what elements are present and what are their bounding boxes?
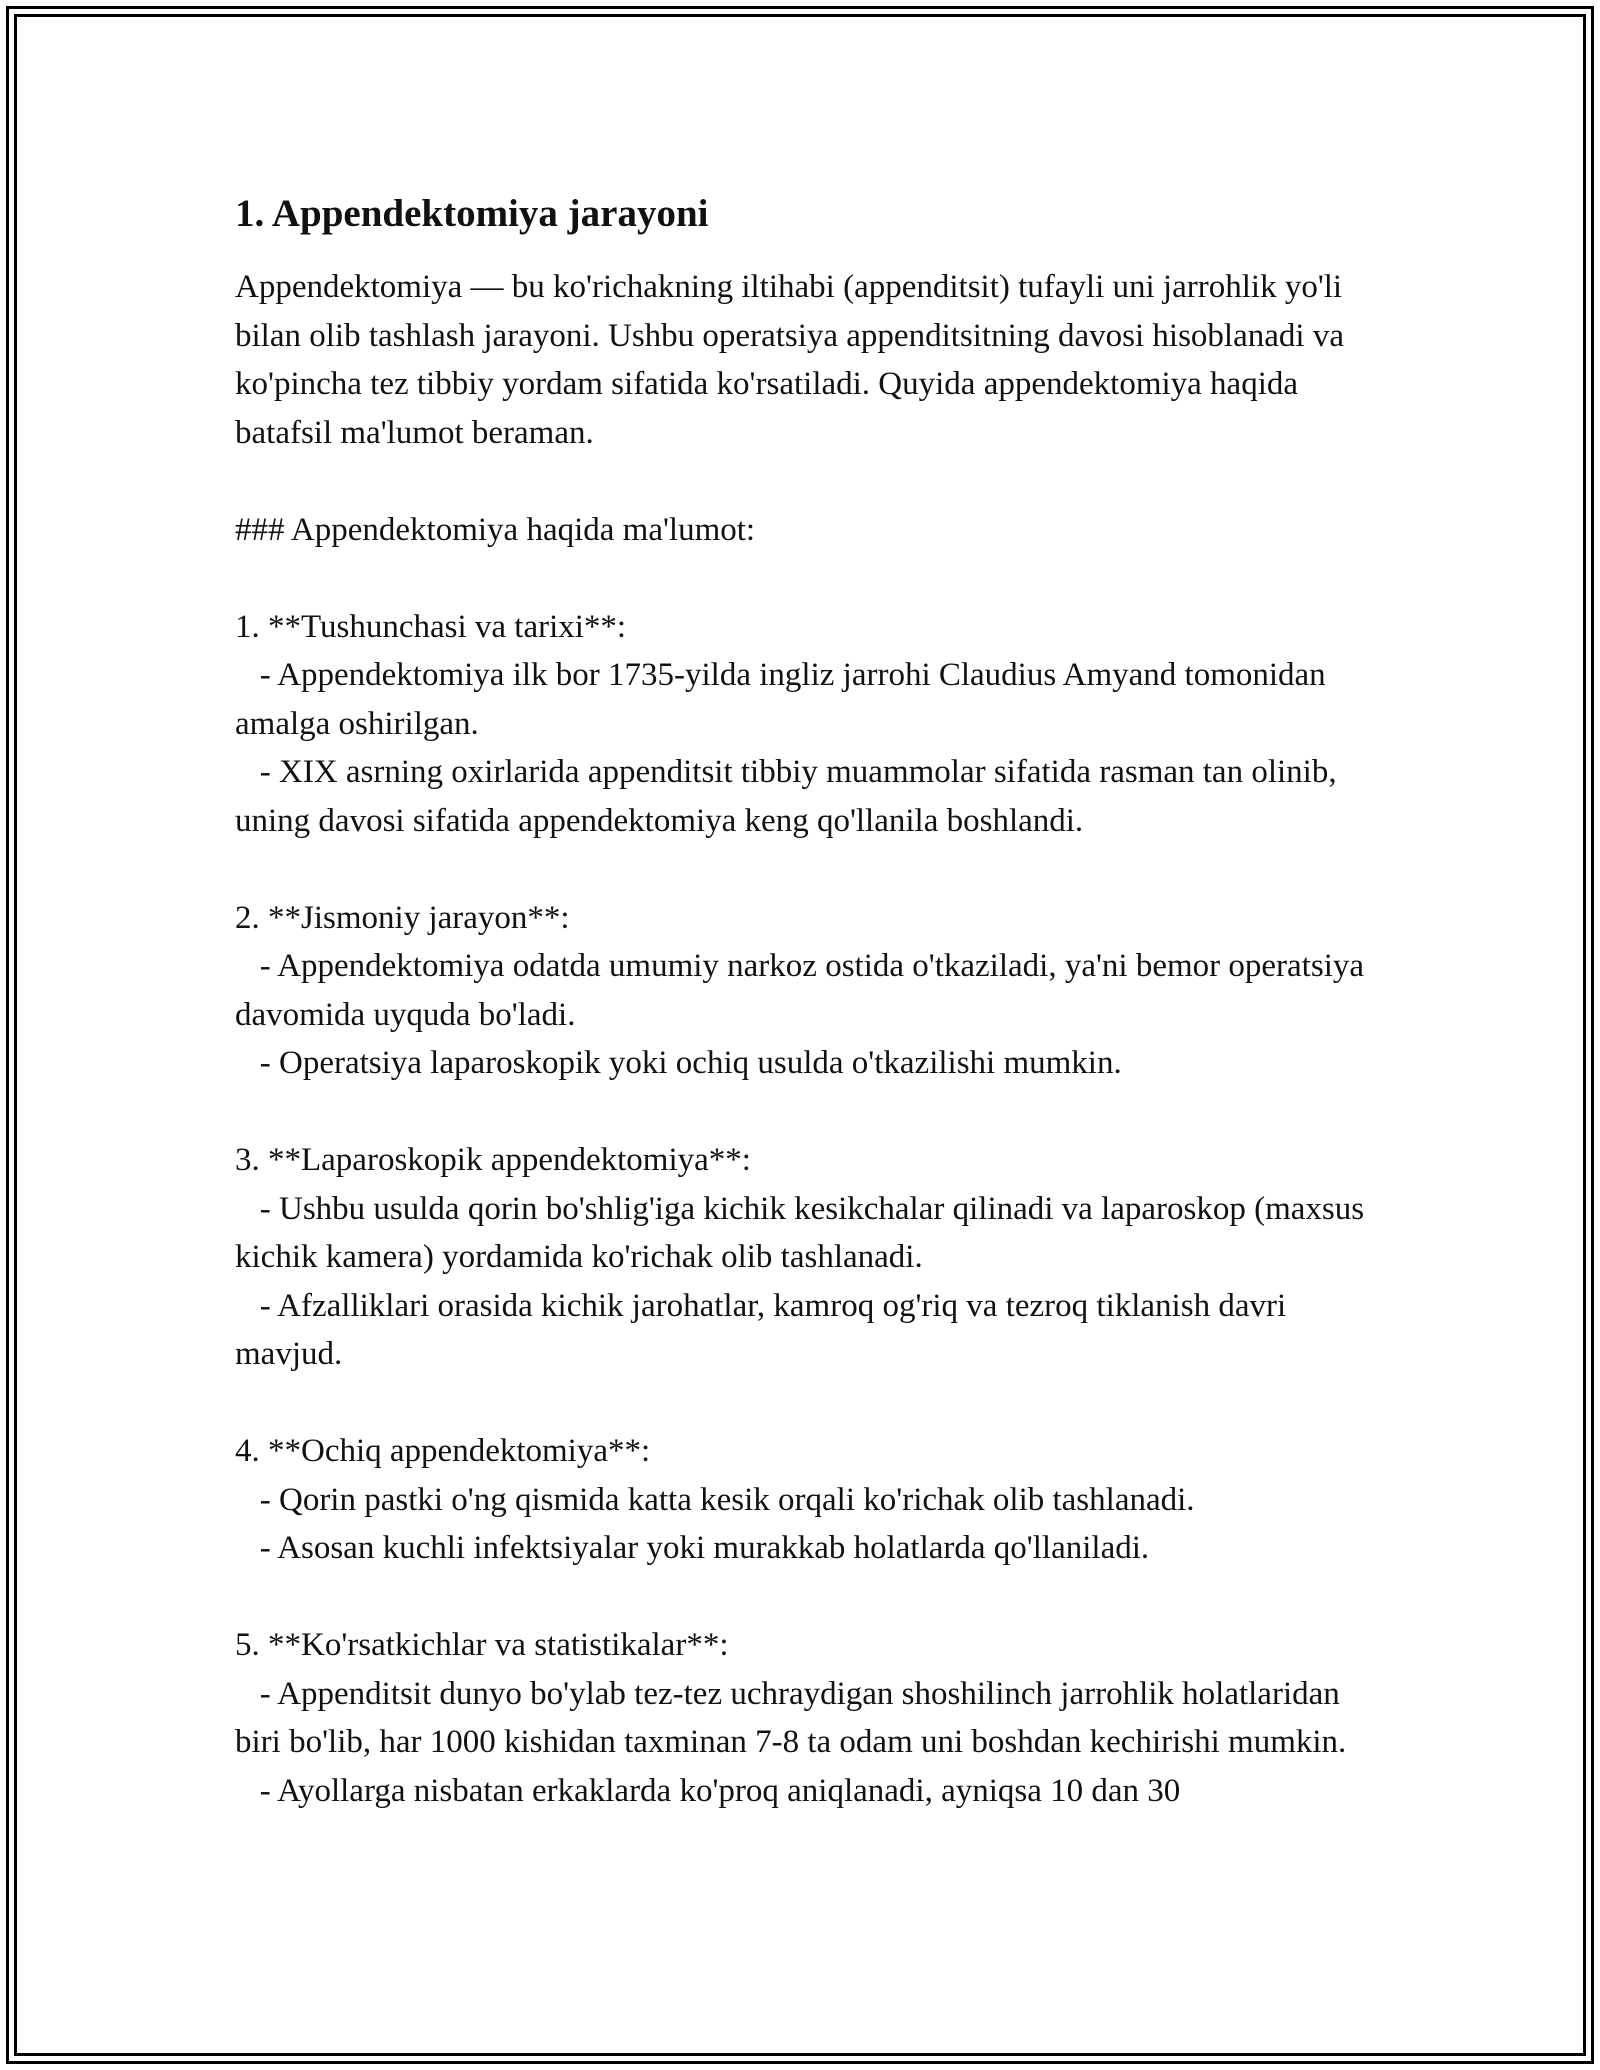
document-heading: 1. Appendektomiya jarayoni: [235, 192, 709, 235]
document-body: Appendektomiya — bu ko'richakning iltihabi (appenditsit) tufayli uni jarrohlik yo'li bilan olib tashlash jarayoni. Ushbu operatsiya appenditsitning davosi hisoblanadi va ko'pincha tez tibbiy yordam sifatida ko'rsatiladi. Quyida appendektomiya haqida batafsil ma'lumot beraman. ### Appendektomiya haqida ma'lumot: 1. **Tushunchasi va tarixi**: - Appendektomiya ilk bor 1735-yilda ingliz jarrohi Claudius Amyand tomonidan amalga oshirilgan. - XIX asrning oxirlarida appenditsit tibbiy muammolar sifatida rasman tan olinib, uning davosi sifatida appendektomiya keng qo'llanila boshlandi. 2. **Jismoniy jarayon**: - Appendektomiya odatda umumiy narkoz ostida o'tkaziladi, ya'ni bemor operatsiya davomida uyquda bo'ladi. - Operatsiya laparoskopik yoki ochiq usulda o'tkazilishi mumkin. 3. **Laparoskopik appendektomiya**: - Ushbu usulda qorin bo'shlig'iga kichik kesikchalar qilinadi va laparoskop (maxsus kichik kamera) yordamida ko'richak olib tashlanadi. - Afzalliklari orasida kichik jarohatlar, kamroq og'riq va tezroq tiklanish davri mavjud. 4. **Ochiq appendektomiya**: - Qorin pastki o'ng qismida katta kesik orqali ko'richak olib tashlanadi. - Asosan kuchli infektsiyalar yoki murakkab holatlarda qo'llaniladi. 5. **Ko'rsatkichlar va statistikalar**: - Appenditsit dunyo bo'ylab tez-tez uchraydigan shoshilinch jarrohlik holatlaridan biri bo'lib, har 1000 kishidan taxminan 7-8 ta odam uni boshdan kechirishi mumkin. - Ayollarga nisbatan erkaklarda ko'proq aniqlanadi, ayniqsa 10 dan 30: [235, 269, 1365, 1809]
document-content: [235, 183, 1375, 1815]
